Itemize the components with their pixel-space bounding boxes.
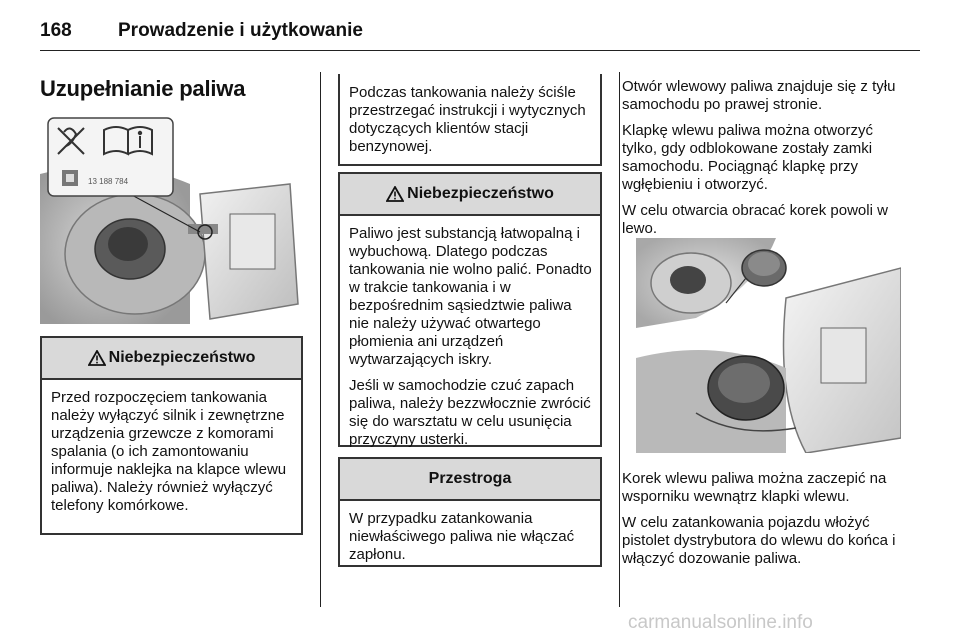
danger-box-1-heading: Niebezpieczeństwo [108,349,256,366]
label-code: 13 188 784 [88,177,129,186]
caution-box-header [340,459,600,501]
danger-box-2-header [340,174,600,216]
caution-box [338,457,602,567]
column-divider-2 [619,72,620,607]
col3-para3: W celu otwarcia obracać korek powoli w lewo. [622,202,888,237]
danger-box-2 [338,172,602,447]
section-title: Uzupełnianie paliwa [40,76,246,101]
column-divider-1 [320,72,321,607]
fuel-flap-figure [40,114,303,324]
danger-box-1-header [42,338,301,380]
caution-box-text: W przypadku zatankowania niewłaściwego paliwa nie włączać zapłonu. [349,510,575,563]
col3-para2: Klapkę wlewu paliwa można otworzyć tylko, gdy odblokowane zostały zamki samochodu. Pociągnąć klapkę przy wgłębieniu i otworzyć. [622,122,873,193]
danger-box-1-text: Przed rozpoczęciem tankowania należy wyłączyć silnik i zewnętrzne urządzenia grzewcze z komorami spalania (o ich zamontowaniu informuje naklejka na klapce wlewu paliwa). Należy również wyłączyć telefony komórkowe. [51,389,287,514]
fuel-cap-figure [636,238,901,453]
col3-para1: Otwór wlewowy paliwa znajduje się z tyłu samochodu po prawej stronie. [622,78,896,113]
col3-para4: Korek wlewu paliwa można zaczepić na wsporniku wewnątrz klapki wlewu. [622,470,887,505]
intro-box [338,74,602,166]
intro-text: Podczas tankowania należy ściśle przestrzegać instrukcji i wytycznych dotyczących klientów stacji benzynowej. [349,84,586,155]
danger-box-2-heading: Niebezpieczeństwo [407,185,554,202]
watermark: carmanualsonline.info [628,612,813,633]
page-number: 168 [40,20,72,41]
danger-box-2-para2: Jeśli w samochodzie czuć zapach paliwa, należy bezzwłocznie zwrócić się do warsztatu w celu usunięcia przyczyny usterki. [349,377,591,448]
warning-triangle-icon [88,350,106,366]
col3-para5: W celu zatankowania pojazdu włożyć pistolet dystrybutora do wlewu do końca i włączyć dozowanie paliwa. [622,514,896,567]
chapter-title: Prowadzenie i użytkowanie [118,20,363,41]
caution-box-heading: Przestroga [428,470,512,487]
header-divider [40,50,920,51]
danger-box-2-para1: Paliwo jest substancją łatwopalną i wybuchową. Dlatego podczas tankowania nie wolno palić. Ponadto w trakcie tankowania i w bezpośrednim sąsiedztwie paliwa nie należy używać otwartego płomienia ani urządzeń wytwarzających iskry. [349,225,592,368]
danger-box-1 [40,336,303,535]
warning-triangle-icon [386,186,404,202]
page-header [40,10,920,50]
column-3-top-text [622,78,906,246]
column-3-bottom-text [622,470,906,576]
